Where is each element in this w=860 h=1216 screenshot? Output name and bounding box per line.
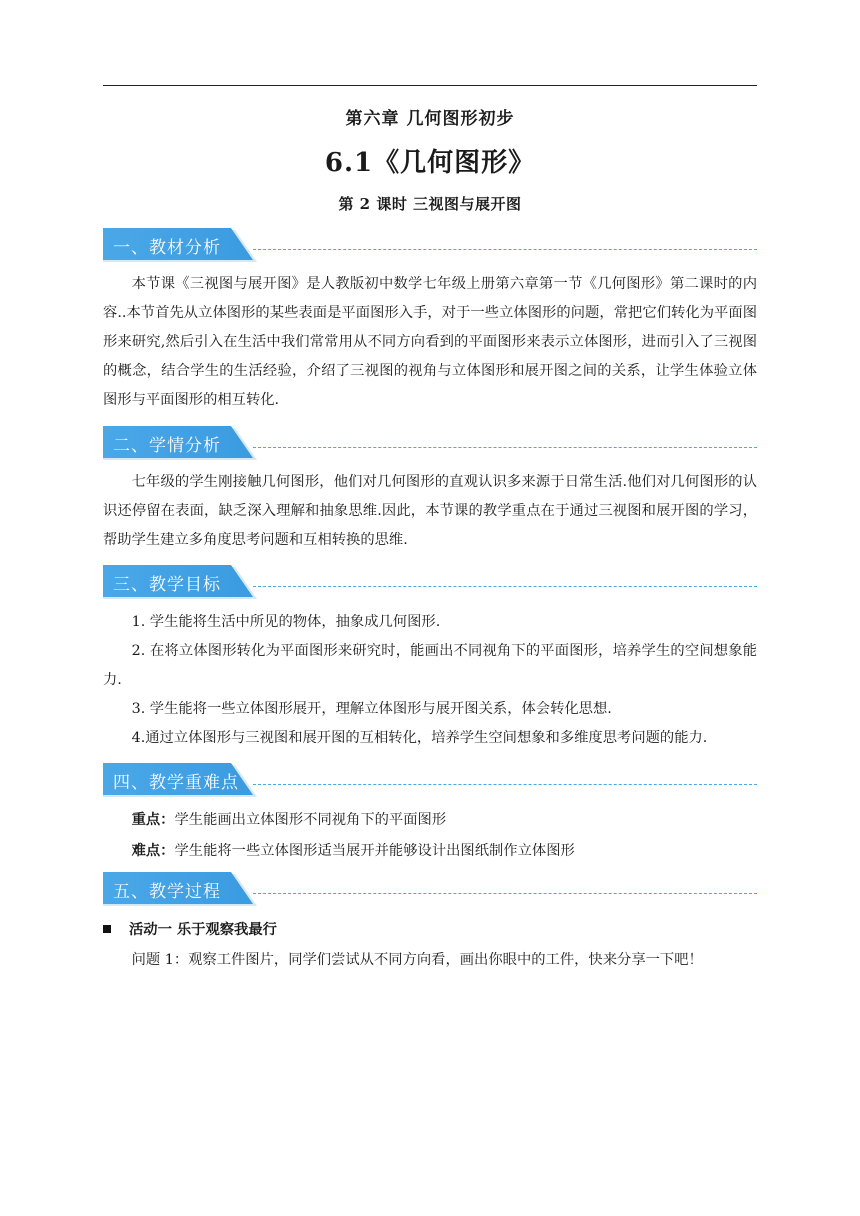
key-point-line [103, 806, 757, 835]
section-divider [253, 447, 757, 448]
section-divider [253, 586, 757, 587]
section-label: 五、教学过程 [113, 882, 221, 902]
goal-item: 1. 学生能将生活中所见的物体，抽象成几何图形. [131, 614, 441, 630]
lesson-subtitle: 第 2 课时 三视图与展开图 [338, 195, 522, 213]
section-divider [253, 893, 757, 894]
key-point-text: 学生能画出立体图形不同视角下的平面图形 [174, 812, 447, 828]
square-bullet-icon [103, 925, 111, 933]
header-rule [103, 85, 757, 86]
page-title: 6.1《几何图形》 [324, 148, 536, 178]
chapter-title: 第六章 几何图形初步 [345, 109, 515, 129]
section-paragraph: 本节课《三视图与展开图》是人教版初中数学七年级上册第六章第一节《几何图形》第二课时的内容..本节首先从立体图形的某些表面是平面图形入手，对于一些立体图形的问题，常把它们转化为平面图形来研究,然后引入在生活中我们常常用从不同方向看到的平面图形来表示立体图形，进而引入了三视图的概念，结合学生的生活经验，介绍了三视图的视角与立体图形和展开图之间的关系，让学生体验立体图形与平面图形的相互转化. [103, 276, 757, 408]
key-point-label: 重点： [131, 812, 175, 828]
activity-title: 活动一 乐于观察我最行 [129, 922, 277, 938]
section-label: 四、教学重难点 [113, 773, 239, 793]
section-header-student-analysis [103, 426, 757, 462]
section-header-key-points [103, 763, 757, 799]
section-header-teaching-goals [103, 565, 757, 601]
difficult-point-line [103, 837, 757, 866]
section-header-teaching-process [103, 872, 757, 908]
goal-item: 4.通过立体图形与三视图和展开图的互相转化，培养学生空间想象和多维度思考问题的能力. [131, 730, 708, 746]
goal-item: 3. 学生能将一些立体图形展开，理解立体图形与展开图关系，体会转化思想. [131, 701, 612, 717]
section-divider [253, 784, 757, 785]
section-label: 二、学情分析 [113, 436, 221, 456]
section-paragraph: 七年级的学生刚接触几何图形，他们对几何图形的直观认识多来源于日常生活.他们对几何图形的认识还停留在表面，缺乏深入理解和抽象思维.因此，本节课的教学重点在于通过三视图和展开图的学习，帮助学生建立多角度思考问题和互相转换的思维. [103, 474, 757, 548]
difficult-point-label: 难点： [131, 843, 175, 859]
goal-item: 2. 在将立体图形转化为平面图形来研究时，能画出不同视角下的平面图形，培养学生的空间想象能力. [103, 643, 757, 688]
activity-heading [103, 916, 757, 945]
section-divider [253, 249, 757, 250]
section-label: 一、教材分析 [113, 238, 221, 258]
section-header-textbook-analysis [103, 228, 757, 264]
question-text: 问题 1：观察工件图片，同学们尝试从不同方向看，画出你眼中的工件，快来分享一下吧！ [131, 952, 703, 968]
section-label: 三、教学目标 [113, 575, 221, 595]
difficult-point-text: 学生能将一些立体图形适当展开并能够设计出图纸制作立体图形 [174, 843, 575, 859]
